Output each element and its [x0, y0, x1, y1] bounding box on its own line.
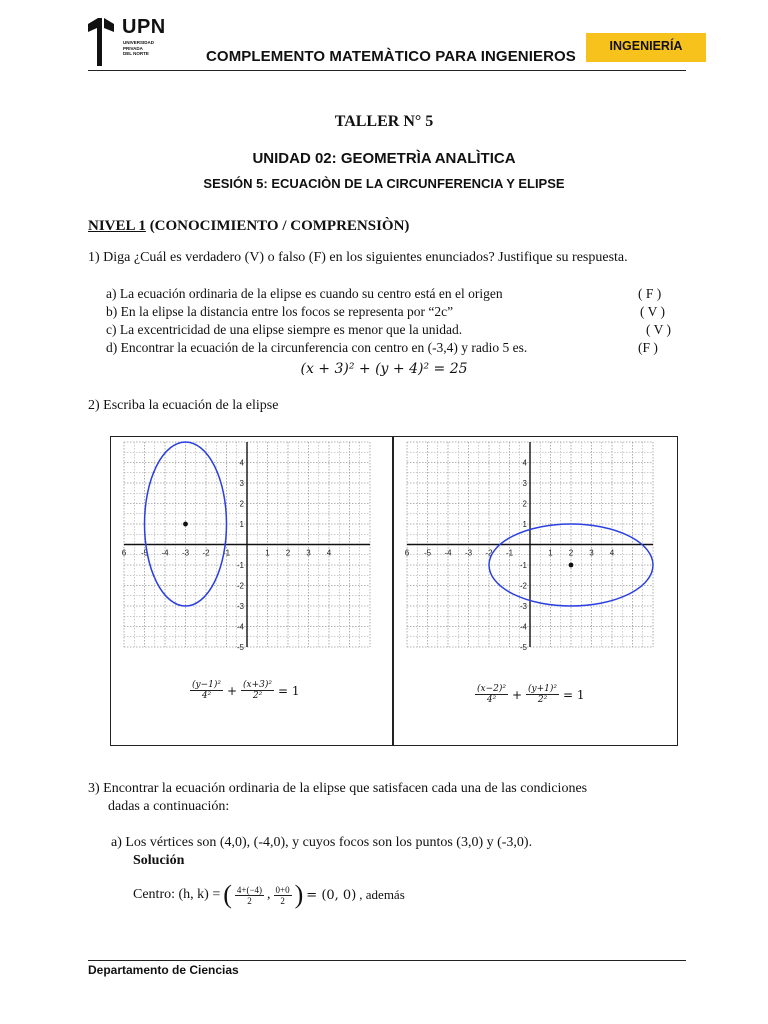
y-tick-label: -1 [519, 561, 527, 570]
x-tick-label: 4 [609, 548, 615, 558]
center-calculation: Centro: (h, k) = ( $\frac{4+(-4)}{2}$ , $\frac{0+0}{2}$ ) = (0, 0) , además [133, 880, 405, 909]
graph-2-equation: $\frac{\text{(x−2)²}}{\text{4²}}$ + $\frac{\text{(y+1)²}}{\text{2²}}$ = 1 [477, 684, 585, 705]
x-tick-label: -5 [140, 548, 149, 558]
q1-item-d: d) Encontrar la ecuación de la circunferencia con centro en (-3,4) y radio 5 es. [106, 340, 528, 355]
x-tick-label: -2 [202, 548, 210, 558]
faculty-badge: INGENIERÍA [586, 33, 706, 62]
question-3-line-2: dadas a continuación: [108, 799, 230, 814]
x-tick-label: -1 [505, 548, 514, 558]
ellipse-graph-2 [395, 438, 673, 658]
y-tick-label: 4 [239, 458, 244, 468]
unit-title: UNIDAD 02: GEOMETRÌA ANALÌTICA [252, 150, 516, 167]
x-tick-label: 6 [404, 548, 410, 558]
x-tick-label: -1 [222, 548, 231, 558]
y-tick-label: -2 [519, 581, 527, 591]
y-tick-label: -5 [519, 643, 527, 652]
q1-answer-b: ( V ) [640, 304, 666, 319]
ellipse-graph-1 [112, 438, 390, 658]
y-tick-label: -3 [519, 602, 527, 611]
session-title: SESIÓN 5: ECUACIÒN DE LA CIRCUNFERENCIA Y ELIPSE [203, 176, 565, 191]
q1-formula: (x + 3)² + (y + 4)² = 25 [300, 361, 468, 377]
solution-label: Solución [133, 853, 185, 868]
question-2: 2) Escriba la ecuación de la elipse [88, 398, 279, 413]
logo-text: UPN [122, 16, 166, 38]
x-tick-label: -3 [464, 548, 473, 558]
y-tick-label: 1 [239, 520, 244, 529]
footer-divider [88, 960, 686, 961]
y-tick-label: -1 [236, 561, 244, 570]
y-tick-label: -5 [236, 643, 244, 652]
x-tick-label: -4 [444, 548, 452, 558]
header-divider [88, 70, 686, 71]
x-tick-label: 3 [306, 548, 311, 558]
ellipse-center-point [569, 563, 574, 568]
q1-item-a: a) La ecuación ordinaria de la elipse es cuando su centro está en el origen [106, 286, 503, 301]
y-tick-label: 3 [239, 479, 244, 488]
x-tick-label: 3 [589, 548, 594, 558]
q3-item-a: a) Los vértices son (4,0), (-4,0), y cuyos focos son los puntos (3,0) y (-3,0). [111, 835, 533, 850]
graph-1-equation: $\frac{\text{(y−1)²}}{\text{4²}}$ + $\frac{\text{(x+3)²}}{\text{2²}}$ = 1 [192, 680, 300, 701]
y-tick-label: 4 [522, 458, 527, 468]
x-tick-label: 2 [568, 548, 574, 558]
ellipse-center-point [183, 522, 188, 527]
y-tick-label: -4 [236, 622, 244, 632]
y-tick-label: 2 [239, 499, 244, 509]
x-tick-label: 1 [548, 548, 553, 558]
course-title: COMPLEMENTO MATEMÀTICO PARA INGENIEROS [206, 48, 576, 65]
upn-logo-mark-icon [88, 18, 116, 66]
y-tick-label: 3 [522, 479, 527, 488]
x-tick-label: -2 [485, 548, 493, 558]
q1-item-b: b) En la elipse la distancia entre los focos se representa por “2c” [106, 304, 454, 319]
y-tick-label: -2 [236, 581, 244, 591]
question-1: 1) Diga ¿Cuál es verdadero (V) o falso (F) en los siguientes enunciados? Justifique su respuesta. [88, 250, 628, 265]
level-heading: NIVEL 1 (CONOCIMIENTO / COMPRENSIÒN) [88, 218, 410, 234]
x-tick-label: -4 [161, 548, 169, 558]
footer-text: Departamento de Ciencias [88, 963, 239, 977]
x-tick-label: 1 [265, 548, 270, 558]
x-tick-label: 6 [121, 548, 127, 558]
question-3-line-1: 3) Encontrar la ecuación ordinaria de la elipse que satisfacen cada una de las condiciones [88, 781, 588, 796]
x-tick-label: -3 [181, 548, 190, 558]
logo-subtitle: UNIVERSIDAD PRIVADA DEL NORTE [123, 40, 155, 57]
x-tick-label: -5 [423, 548, 432, 558]
y-tick-label: -4 [519, 622, 527, 632]
x-tick-label: 2 [285, 548, 291, 558]
y-tick-label: 2 [522, 499, 527, 509]
q1-answer-c: ( V ) [646, 322, 672, 337]
q1-answer-a: ( F ) [638, 286, 662, 301]
taller-title: TALLER N° 5 [334, 113, 434, 130]
graphs-table-divider [392, 436, 394, 746]
q1-answer-d: (F ) [638, 340, 658, 355]
q1-item-c: c) La excentricidad de una elipse siempre es menor que la unidad. [106, 322, 463, 337]
y-tick-label: -3 [236, 602, 244, 611]
x-tick-label: 4 [326, 548, 332, 558]
y-tick-label: 1 [522, 520, 527, 529]
